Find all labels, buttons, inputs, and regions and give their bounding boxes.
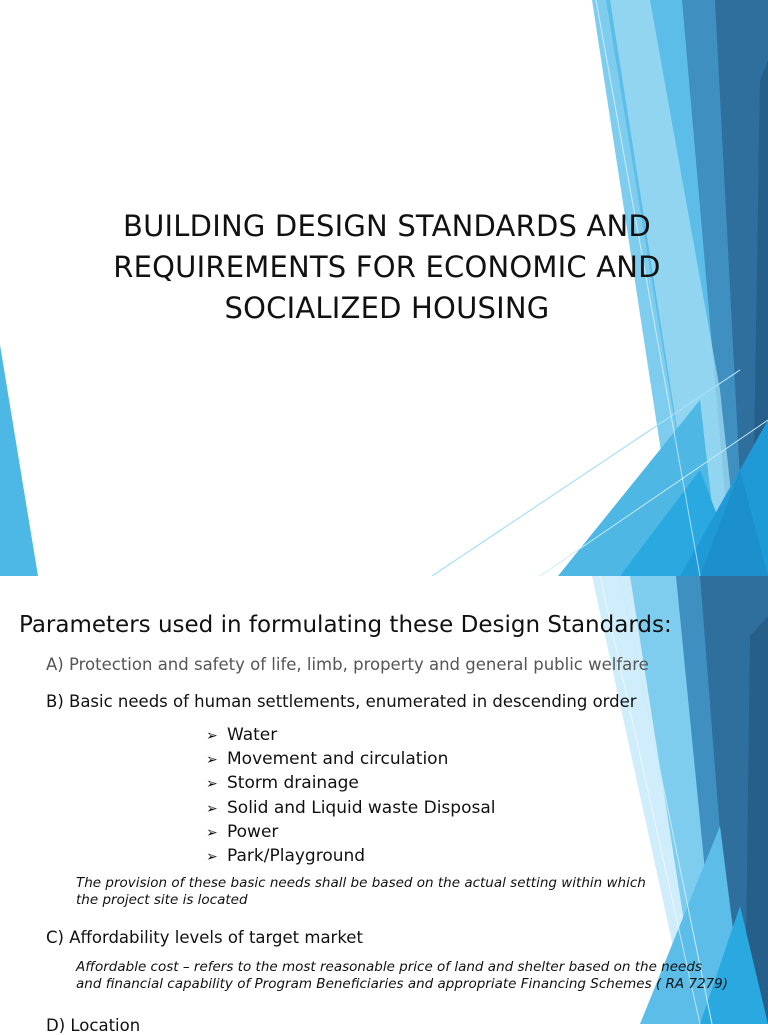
item-c-text: C) Affordability levels of target market (46, 928, 363, 947)
item-b-text: B) Basic needs of human settlements, enumerated in descending order (46, 692, 637, 711)
title-line: BUILDING DESIGN STANDARDS AND (123, 209, 651, 243)
note-line: The provision of these basic needs shall be based on the actual setting within which (76, 875, 646, 891)
list-item (206, 772, 495, 796)
list-item (206, 845, 495, 869)
slide-title (90, 206, 684, 329)
title-line: SOCIALIZED HOUSING (224, 291, 550, 325)
item-d-text: D) Location (46, 1016, 141, 1035)
arrowhead-bullet-icon: ➢ (206, 776, 218, 793)
item-c-note (76, 959, 728, 993)
note-line: and financial capability of Program Beneficiaries and appropriate Financing Schemes ( RA 7279) (76, 976, 728, 992)
arrowhead-bullet-icon: ➢ (206, 728, 218, 744)
note-line: the project site is located (76, 892, 248, 908)
item-a-text: A) Protection and safety of life, limb, property and general public welfare (46, 655, 649, 674)
list-item (206, 821, 495, 845)
arrowhead-bullet-icon: ➢ (206, 849, 218, 866)
note-line: Affordable cost – refers to the most reasonable price of land and shelter based on the needs (76, 959, 702, 975)
title-line: REQUIREMENTS FOR ECONOMIC AND (113, 250, 661, 284)
item-b-note (76, 875, 646, 909)
list-item (206, 797, 495, 821)
slide-heading: Parameters used in formulating these Design Standards: (19, 612, 672, 638)
content-slide (0, 576, 768, 1035)
list-item (206, 748, 495, 772)
list-item-label: Storm drainage (227, 773, 359, 794)
list-item-label: Solid and Liquid waste Disposal (227, 797, 496, 818)
list-item-label: Water (227, 725, 278, 745)
arrowhead-bullet-icon: ➢ (206, 824, 218, 841)
list-item (206, 724, 495, 748)
list-item-label: Movement and circulation (227, 749, 449, 770)
arrowhead-bullet-icon: ➢ (206, 752, 218, 769)
list-item-label: Power (227, 821, 279, 842)
arrowhead-bullet-icon: ➢ (206, 800, 218, 817)
basic-needs-list (206, 724, 495, 869)
list-item-label: Park/Playground (227, 846, 366, 867)
